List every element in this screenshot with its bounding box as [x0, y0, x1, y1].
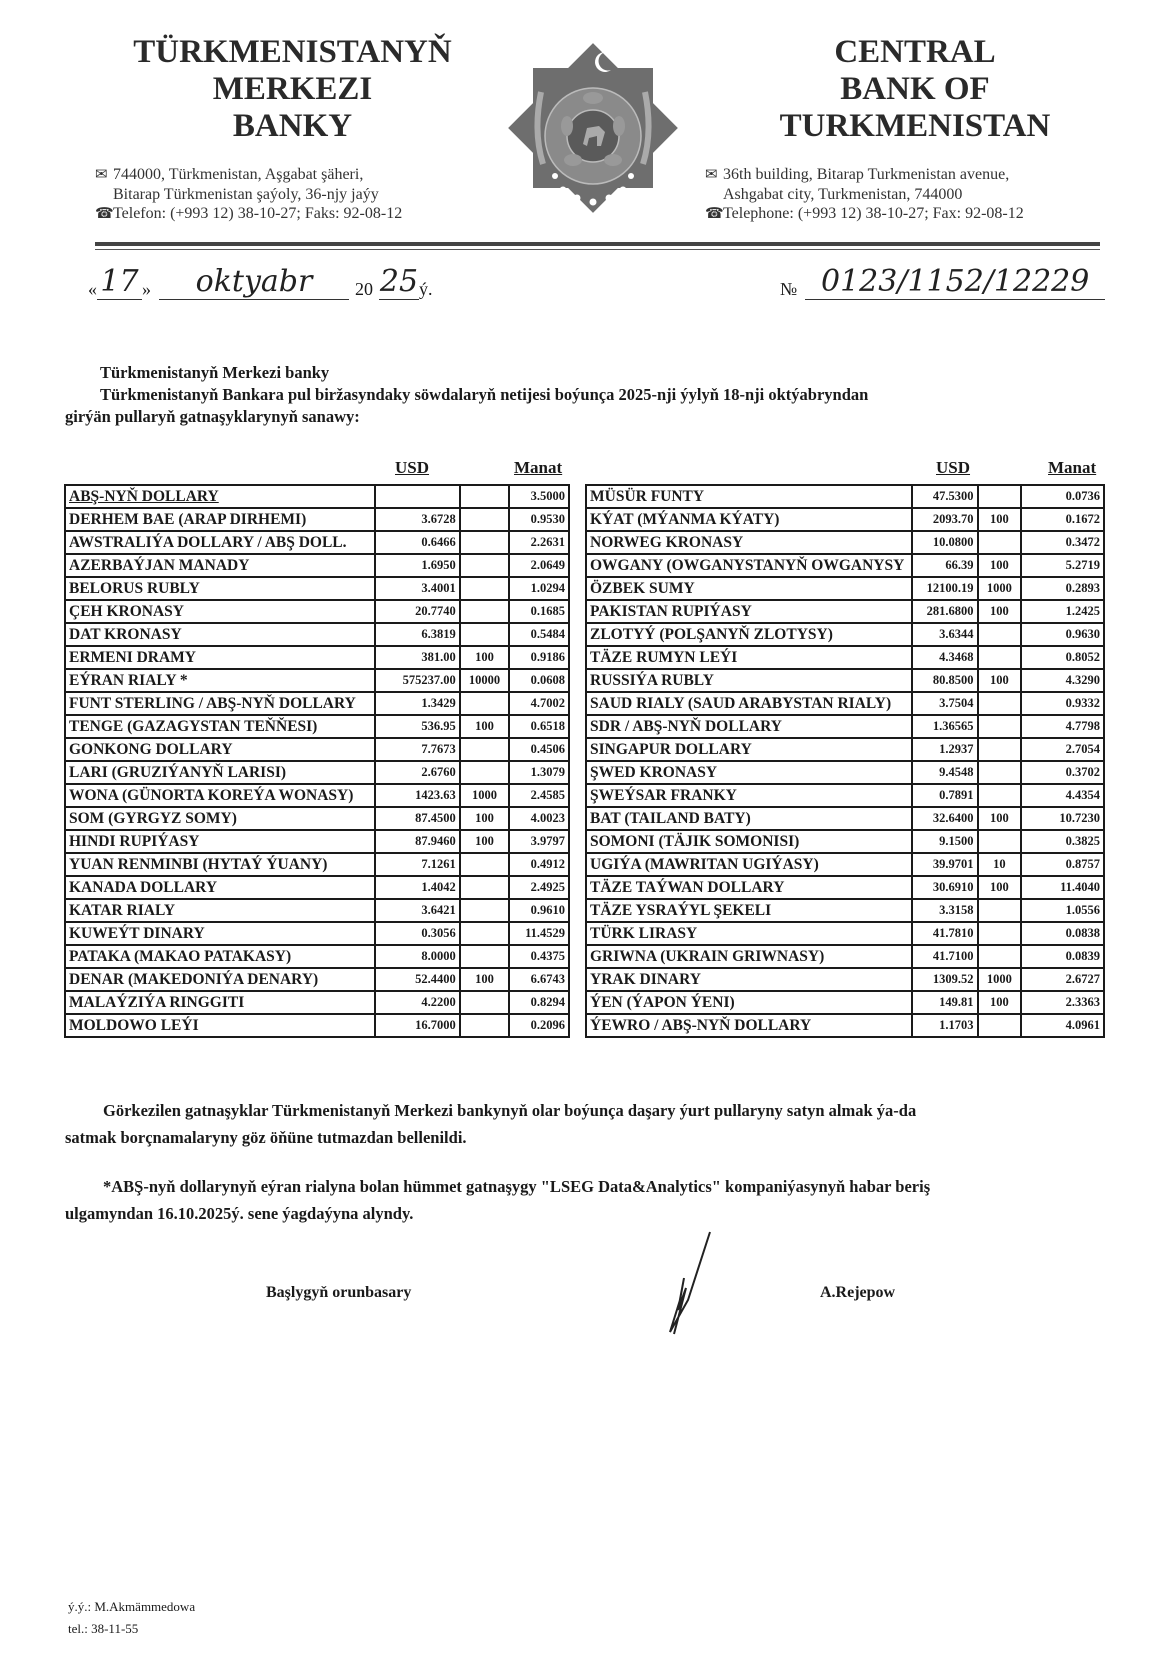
table-row	[65, 807, 569, 830]
unit-amount: 100	[460, 968, 510, 991]
currency-name: ŞWEÝSAR FRANKY	[586, 784, 912, 807]
note-line: Görkezilen gatnaşyklar Türkmenistanyň Merkezi bankynyň olar boýunça daşary ýurt pullaryny satyn almak ýa-da	[103, 1101, 917, 1120]
unit-amount	[978, 715, 1022, 738]
unit-amount: 100	[978, 807, 1022, 830]
currency-name: KÝAT (MÝANMA KÝATY)	[586, 508, 912, 531]
usd-rate: 87.9460	[375, 830, 460, 853]
document-number	[780, 248, 1105, 300]
unit-amount	[978, 922, 1022, 945]
executor-phone: tel.: 38-11-55	[68, 1621, 139, 1636]
manat-rate: 1.3079	[509, 761, 569, 784]
manat-rate: 2.0649	[509, 554, 569, 577]
manat-rate: 0.1672	[1021, 508, 1104, 531]
manat-rate: 0.9630	[1021, 623, 1104, 646]
manat-rate: 0.8294	[509, 991, 569, 1014]
address-line: 744000, Türkmenistan, Aşgabat şäheri,	[113, 166, 364, 183]
date-line	[88, 250, 433, 300]
table-row	[586, 623, 1104, 646]
manat-rate: 6.6743	[509, 968, 569, 991]
table-row	[586, 738, 1104, 761]
manat-rate: 2.7054	[1021, 738, 1104, 761]
manat-rate: 2.4925	[509, 876, 569, 899]
intro-line: Türkmenistanyň Merkezi banky	[100, 363, 330, 382]
manat-rate: 4.7798	[1021, 715, 1104, 738]
title-line: CENTRAL	[834, 34, 996, 70]
currency-name: ÝEN (ÝAPON ÝENI)	[586, 991, 912, 1014]
currency-name: ÇEH KRONASY	[65, 600, 375, 623]
manat-rate: 0.0736	[1021, 485, 1104, 508]
unit-amount: 100	[978, 554, 1022, 577]
envelope-icon: ✉	[95, 167, 108, 183]
usd-rate: 66.39	[912, 554, 978, 577]
table-row	[65, 623, 569, 646]
manat-rate: 0.3702	[1021, 761, 1104, 784]
table-row	[586, 715, 1104, 738]
address-line: Ashgabat city, Turkmenistan, 744000	[723, 186, 963, 203]
manat-rate: 4.7002	[509, 692, 569, 715]
currency-name: TÜRK LIRASY	[586, 922, 912, 945]
currency-name: MALAÝZIÝA RINGGITI	[65, 991, 375, 1014]
usd-rate: 39.9701	[912, 853, 978, 876]
unit-amount	[978, 531, 1022, 554]
usd-rate: 3.6344	[912, 623, 978, 646]
currency-name: ÝEWRO / ABŞ-NYŇ DOLLARY	[586, 1014, 912, 1037]
currency-name: SINGAPUR DOLLARY	[586, 738, 912, 761]
usd-rate: 87.4500	[375, 807, 460, 830]
phone-line: Telefon: (+993 12) 38-10-27; Faks: 92-08-12	[113, 205, 403, 222]
unit-amount	[978, 899, 1022, 922]
table-row	[586, 899, 1104, 922]
manat-rate: 3.5000	[509, 485, 569, 508]
date-century: 20	[355, 279, 373, 299]
phone-line: Telephone: (+993 12) 38-10-27; Fax: 92-08-12	[723, 205, 1024, 222]
table-row	[586, 968, 1104, 991]
table-row	[586, 646, 1104, 669]
currency-name: SOMONI (TÄJIK SOMONISI)	[586, 830, 912, 853]
manat-rate: 0.8757	[1021, 853, 1104, 876]
manat-rate: 0.2096	[509, 1014, 569, 1037]
bank-name-tk	[95, 34, 490, 145]
table-row	[65, 761, 569, 784]
bank-name-en	[705, 34, 1105, 145]
note-line: satmak borçnamalaryny göz öňüne tutmazdan bellenildi.	[65, 1128, 467, 1147]
currency-name: PAKISTAN RUPIÝASY	[586, 600, 912, 623]
unit-amount: 10000	[460, 669, 510, 692]
usd-rate: 4.3468	[912, 646, 978, 669]
unit-amount: 100	[978, 669, 1022, 692]
table-row	[65, 991, 569, 1014]
quote-close: »	[142, 279, 151, 299]
currency-name: NORWEG KRONASY	[586, 531, 912, 554]
currency-name: SAUD RIALY (SAUD ARABYSTAN RIALY)	[586, 692, 912, 715]
usd-rate: 3.4001	[375, 577, 460, 600]
date-month: oktyabr	[159, 264, 349, 300]
unit-amount	[460, 692, 510, 715]
address-tk	[95, 165, 490, 224]
currency-name: MÜSÜR FUNTY	[586, 485, 912, 508]
signatory-position: Başlygyň orunbasary	[266, 1284, 412, 1301]
unit-amount: 1000	[460, 784, 510, 807]
manat-rate: 11.4529	[509, 922, 569, 945]
table-row	[65, 692, 569, 715]
usd-rate: 7.7673	[375, 738, 460, 761]
address-en	[705, 165, 1105, 224]
unit-amount	[460, 531, 510, 554]
unit-amount: 10	[978, 853, 1022, 876]
unit-amount	[978, 761, 1022, 784]
usd-rate: 575237.00	[375, 669, 460, 692]
manat-rate: 0.5484	[509, 623, 569, 646]
emblem	[497, 32, 689, 224]
usd-rate: 6.3819	[375, 623, 460, 646]
manat-rate: 5.2719	[1021, 554, 1104, 577]
currency-name: SOM (GYRGYZ SOMY)	[65, 807, 375, 830]
usd-rate: 3.6421	[375, 899, 460, 922]
manat-rate: 4.4354	[1021, 784, 1104, 807]
currency-name: ZLOTYÝ (POLŞANYŇ ZLOTYSY)	[586, 623, 912, 646]
usd-rate: 7.1261	[375, 853, 460, 876]
currency-name: OWGANY (OWGANYSTANYŇ OWGANYSY	[586, 554, 912, 577]
table-row	[586, 945, 1104, 968]
table-row	[65, 646, 569, 669]
date-day: 17	[97, 264, 142, 300]
col-header-manat-left: Manat	[514, 458, 563, 477]
usd-rate: 52.4400	[375, 968, 460, 991]
currency-name: RUSSIÝA RUBLY	[586, 669, 912, 692]
usd-rate: 1.3429	[375, 692, 460, 715]
usd-rate: 536.95	[375, 715, 460, 738]
usd-rate: 2093.70	[912, 508, 978, 531]
manat-rate: 0.3825	[1021, 830, 1104, 853]
unit-amount	[460, 485, 510, 508]
rates-table-right	[585, 484, 1105, 1038]
currency-name: BAT (TAILAND BATY)	[586, 807, 912, 830]
header-right	[705, 34, 1105, 224]
table-row	[586, 554, 1104, 577]
title-line: TÜRKMENISTANYŇ	[133, 34, 452, 70]
currency-name: FUNT STERLING / ABŞ-NYŇ DOLLARY	[65, 692, 375, 715]
table-row	[65, 945, 569, 968]
table-row	[65, 531, 569, 554]
unit-amount: 1000	[978, 577, 1022, 600]
manat-rate: 0.4912	[509, 853, 569, 876]
manat-rate: 0.4506	[509, 738, 569, 761]
unit-amount: 100	[460, 807, 510, 830]
table-row	[586, 669, 1104, 692]
manat-rate: 0.9610	[509, 899, 569, 922]
telephone-icon: ☎	[705, 206, 724, 222]
unit-amount	[978, 623, 1022, 646]
manat-rate: 4.0023	[509, 807, 569, 830]
manat-rate: 2.6727	[1021, 968, 1104, 991]
table-row	[65, 577, 569, 600]
currency-name: DERHEM BAE (ARAP DIRHEMI)	[65, 508, 375, 531]
unit-amount	[978, 784, 1022, 807]
table-row	[586, 784, 1104, 807]
usd-rate: 32.6400	[912, 807, 978, 830]
signature-mark-icon	[640, 1230, 730, 1340]
currency-name: ÖZBEK SUMY	[586, 577, 912, 600]
table-row	[586, 531, 1104, 554]
unit-amount: 100	[978, 991, 1022, 1014]
table-row	[586, 1014, 1104, 1037]
usd-rate: 30.6910	[912, 876, 978, 899]
header-divider-thick	[95, 242, 1100, 246]
currency-name: LARI (GRUZIÝANYŇ LARISI)	[65, 761, 375, 784]
currency-name: KATAR RIALY	[65, 899, 375, 922]
usd-rate: 9.4548	[912, 761, 978, 784]
intro-line: girýän pullaryň gatnaşyklarynyň sanawy:	[65, 407, 360, 426]
table-row	[65, 784, 569, 807]
unit-amount: 100	[460, 830, 510, 853]
usd-rate: 2.6760	[375, 761, 460, 784]
unit-amount	[978, 830, 1022, 853]
col-header-usd-left: USD	[395, 458, 430, 477]
table-row	[586, 922, 1104, 945]
usd-rate: 1423.63	[375, 784, 460, 807]
unit-amount	[460, 922, 510, 945]
manat-rate: 0.3472	[1021, 531, 1104, 554]
currency-name: HINDI RUPIÝASY	[65, 830, 375, 853]
usd-rate: 10.0800	[912, 531, 978, 554]
date-suffix: ý.	[419, 279, 433, 299]
table-row	[586, 830, 1104, 853]
currency-name: KUWEÝT DINARY	[65, 922, 375, 945]
unit-amount	[978, 485, 1022, 508]
unit-amount	[978, 738, 1022, 761]
table-row	[586, 761, 1104, 784]
table-row	[586, 853, 1104, 876]
table-row	[65, 922, 569, 945]
usd-rate: 80.8500	[912, 669, 978, 692]
table-row	[65, 554, 569, 577]
table-row	[586, 876, 1104, 899]
date-year: 25	[379, 264, 419, 299]
usd-rate: 3.3158	[912, 899, 978, 922]
intro	[65, 362, 1105, 428]
manat-rate: 0.6518	[509, 715, 569, 738]
unit-amount	[460, 623, 510, 646]
table-row	[65, 738, 569, 761]
unit-amount	[460, 899, 510, 922]
unit-amount	[460, 577, 510, 600]
table-row	[586, 807, 1104, 830]
usd-rate: 0.3056	[375, 922, 460, 945]
unit-amount: 100	[978, 600, 1022, 623]
table-row	[586, 485, 1104, 508]
manat-rate: 0.0839	[1021, 945, 1104, 968]
unit-amount	[460, 738, 510, 761]
manat-rate: 2.3363	[1021, 991, 1104, 1014]
signatory-name: A.Rejepow	[820, 1284, 896, 1301]
manat-rate: 11.4040	[1021, 876, 1104, 899]
unit-amount	[460, 600, 510, 623]
currency-name: YUAN RENMINBI (HYTAÝ ÝUANY)	[65, 853, 375, 876]
title-line: TURKMENISTAN	[779, 108, 1051, 144]
table-row	[65, 508, 569, 531]
currency-name: UGIÝA (MAWRITAN UGIÝASY)	[586, 853, 912, 876]
currency-name: ERMENI DRAMY	[65, 646, 375, 669]
usd-rate: 0.6466	[375, 531, 460, 554]
manat-rate: 0.2893	[1021, 577, 1104, 600]
number-prefix: №	[780, 279, 798, 299]
header-left	[95, 34, 490, 224]
unit-amount	[460, 853, 510, 876]
usd-rate: 1.2937	[912, 738, 978, 761]
manat-rate: 1.0556	[1021, 899, 1104, 922]
currency-name: KANADA DOLLARY	[65, 876, 375, 899]
usd-rate: 16.7000	[375, 1014, 460, 1037]
manat-rate: 0.0608	[509, 669, 569, 692]
usd-rate: 1.36565	[912, 715, 978, 738]
manat-rate: 4.0961	[1021, 1014, 1104, 1037]
table-row	[65, 899, 569, 922]
manat-rate: 2.4585	[509, 784, 569, 807]
unit-amount	[460, 991, 510, 1014]
note-paragraph-2	[65, 1173, 1110, 1227]
currency-name: PATAKA (MAKAO PATAKASY)	[65, 945, 375, 968]
usd-rate: 4.2200	[375, 991, 460, 1014]
table-row	[65, 830, 569, 853]
manat-rate: 4.3290	[1021, 669, 1104, 692]
unit-amount	[460, 876, 510, 899]
currency-name: DENAR (MAKEDONIÝA DENARY)	[65, 968, 375, 991]
currency-name: DAT KRONASY	[65, 623, 375, 646]
footer	[68, 1596, 195, 1640]
rates-table-left	[64, 484, 570, 1038]
envelope-icon: ✉	[705, 167, 718, 183]
number-value: 0123/1152/12229	[805, 264, 1105, 300]
table-row	[65, 600, 569, 623]
intro-line: Türkmenistanyň Bankara pul biržasyndaky söwdalaryň netijesi boýunça 2025-nji ýylyň 18-nji oktýabryndan	[100, 385, 869, 404]
coat-of-arms-icon	[497, 32, 689, 224]
currency-name: SDR / ABŞ-NYŇ DOLLARY	[586, 715, 912, 738]
unit-amount	[978, 646, 1022, 669]
unit-amount	[978, 1014, 1022, 1037]
currency-name: GONKONG DOLLARY	[65, 738, 375, 761]
table-row	[586, 508, 1104, 531]
manat-rate: 10.7230	[1021, 807, 1104, 830]
currency-name: EÝRAN RIALY *	[65, 669, 375, 692]
table-row	[65, 876, 569, 899]
usd-rate: 20.7740	[375, 600, 460, 623]
title-line: BANK OF	[840, 71, 990, 107]
manat-rate: 1.2425	[1021, 600, 1104, 623]
currency-name: MOLDOWO LEÝI	[65, 1014, 375, 1037]
manat-rate: 3.9797	[509, 830, 569, 853]
table-row	[65, 715, 569, 738]
usd-rate: 8.0000	[375, 945, 460, 968]
manat-rate: 2.2631	[509, 531, 569, 554]
usd-rate: 1.1703	[912, 1014, 978, 1037]
manat-rate: 0.1685	[509, 600, 569, 623]
usd-rate: 41.7100	[912, 945, 978, 968]
telephone-icon: ☎	[95, 206, 114, 222]
manat-rate: 0.4375	[509, 945, 569, 968]
currency-name: BELORUS RUBLY	[65, 577, 375, 600]
unit-amount: 1000	[978, 968, 1022, 991]
address-line: 36th building, Bitarap Turkmenistan avenue,	[723, 166, 1010, 183]
title-line: MERKEZI	[212, 71, 373, 107]
currency-name: TÄZE RUMYN LEÝI	[586, 646, 912, 669]
unit-amount	[460, 508, 510, 531]
note-paragraph-1	[65, 1097, 1110, 1151]
usd-rate: 9.1500	[912, 830, 978, 853]
currency-name: AWSTRALIÝA DOLLARY / ABŞ DOLL.	[65, 531, 375, 554]
currency-name: TÄZE TAÝWAN DOLLARY	[586, 876, 912, 899]
manat-rate: 0.9530	[509, 508, 569, 531]
unit-amount	[460, 554, 510, 577]
quote-open: «	[88, 279, 97, 299]
unit-amount	[978, 692, 1022, 715]
table-row	[65, 485, 569, 508]
unit-amount: 100	[460, 715, 510, 738]
col-header-usd-right: USD	[936, 458, 971, 477]
usd-rate: 41.7810	[912, 922, 978, 945]
manat-rate: 0.0838	[1021, 922, 1104, 945]
usd-rate: 281.6800	[912, 600, 978, 623]
currency-name: TENGE (GAZAGYSTAN TEŇŇESI)	[65, 715, 375, 738]
table-row	[65, 1014, 569, 1037]
currency-name: GRIWNA (UKRAIN GRIWNASY)	[586, 945, 912, 968]
unit-amount: 100	[978, 508, 1022, 531]
address-line: Bitarap Türkmenistan şaýoly, 36-njy jaýy	[113, 186, 379, 203]
usd-rate: 381.00	[375, 646, 460, 669]
note-line: *ABŞ-nyň dollarynyň eýran rialyna bolan hümmet gatnaşygy "LSEG Data&Analytics" kompaniýasynyň habar beriş	[103, 1177, 931, 1196]
col-header-manat-right: Manat	[1048, 458, 1097, 477]
table-row	[65, 853, 569, 876]
note-line: ulgamyndan 16.10.2025ý. sene ýagdaýyna alyndy.	[65, 1204, 414, 1223]
unit-amount: 100	[460, 646, 510, 669]
usd-rate	[375, 485, 460, 508]
table-row	[586, 577, 1104, 600]
currency-name: ABŞ-NYŇ DOLLARY	[65, 485, 375, 508]
table-row	[586, 692, 1104, 715]
currency-name: ŞWED KRONASY	[586, 761, 912, 784]
usd-rate: 47.5300	[912, 485, 978, 508]
unit-amount: 100	[978, 876, 1022, 899]
currency-name: YRAK DINARY	[586, 968, 912, 991]
usd-rate: 1309.52	[912, 968, 978, 991]
title-line: BANKY	[232, 108, 353, 144]
manat-rate: 0.9332	[1021, 692, 1104, 715]
currency-name: WONA (GÜNORTA KOREÝA WONASY)	[65, 784, 375, 807]
usd-rate: 149.81	[912, 991, 978, 1014]
table-row	[65, 669, 569, 692]
table-row	[65, 968, 569, 991]
unit-amount	[460, 1014, 510, 1037]
manat-rate: 0.8052	[1021, 646, 1104, 669]
currency-name: TÄZE YSRAÝYL ŞEKELI	[586, 899, 912, 922]
usd-rate: 0.7891	[912, 784, 978, 807]
table-row	[586, 600, 1104, 623]
usd-rate: 1.6950	[375, 554, 460, 577]
currency-name: AZERBAÝJAN MANADY	[65, 554, 375, 577]
unit-amount	[460, 761, 510, 784]
table-row	[586, 991, 1104, 1014]
usd-rate: 3.6728	[375, 508, 460, 531]
manat-rate: 0.9186	[509, 646, 569, 669]
usd-rate: 3.7504	[912, 692, 978, 715]
unit-amount	[978, 945, 1022, 968]
usd-rate: 12100.19	[912, 577, 978, 600]
unit-amount	[460, 945, 510, 968]
executor: ý.ý.: M.Akmämmedowa	[68, 1599, 196, 1614]
manat-rate: 1.0294	[509, 577, 569, 600]
usd-rate: 1.4042	[375, 876, 460, 899]
